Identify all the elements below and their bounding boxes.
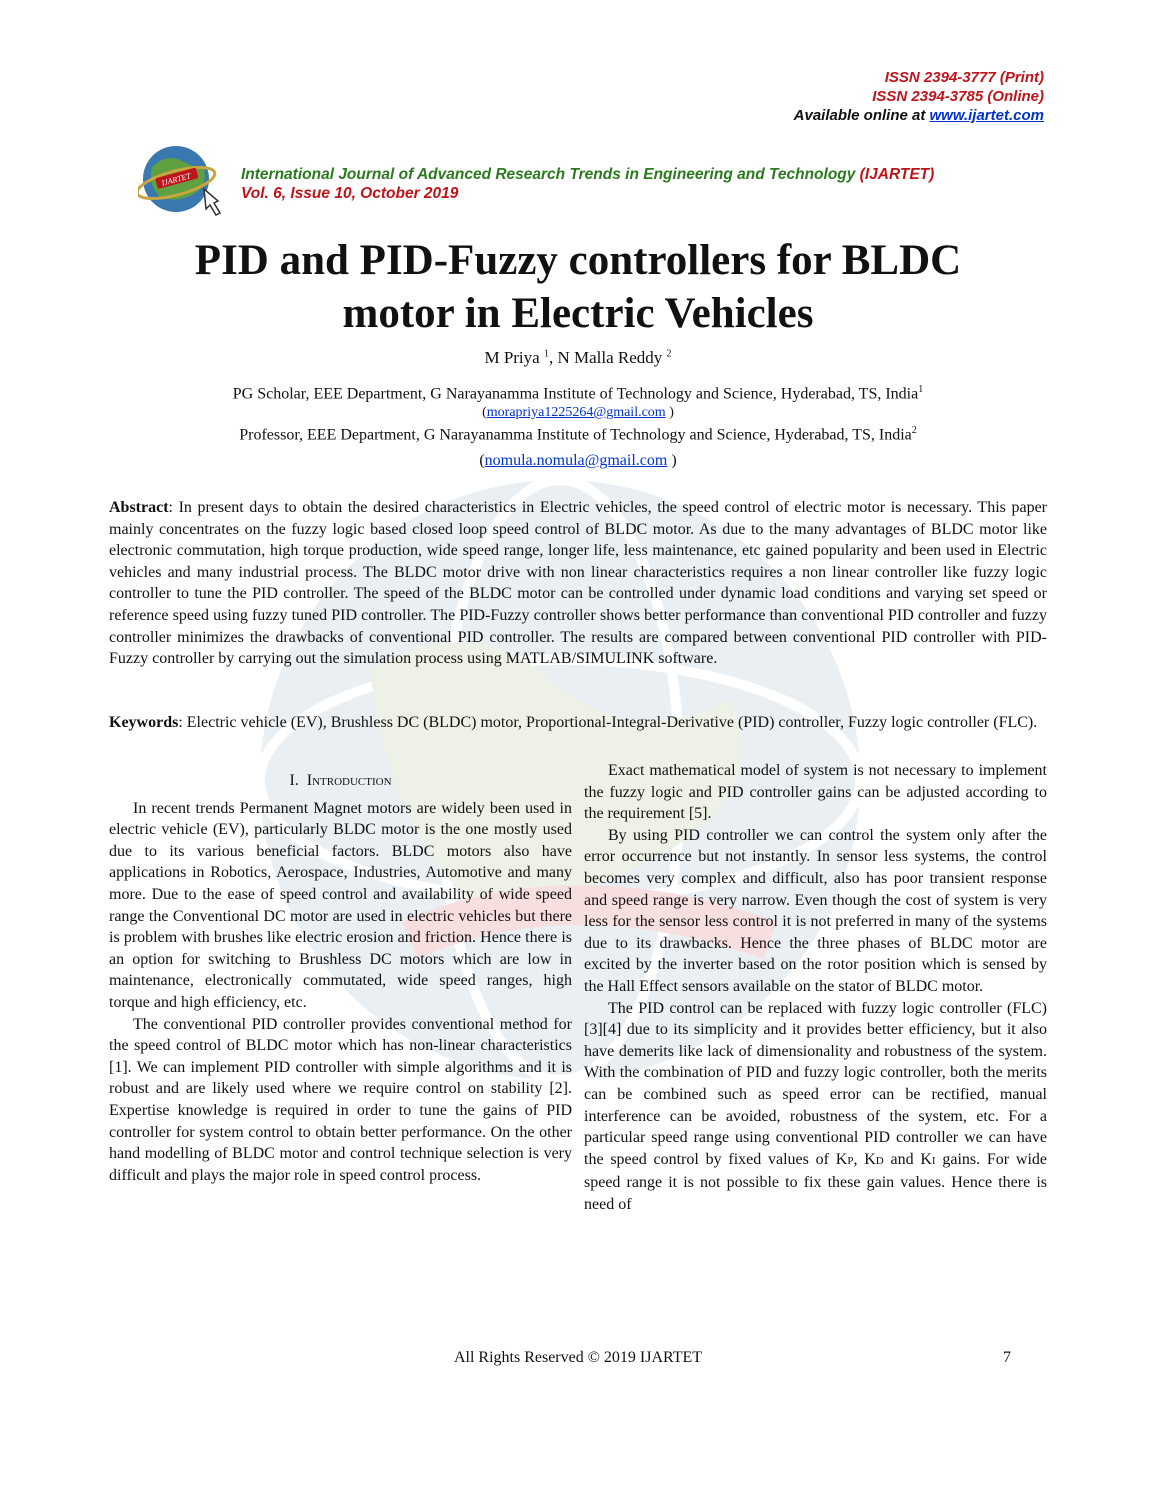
available-online: Available online at www.ijartet.com bbox=[793, 107, 1044, 124]
journal-name: International Journal of Advanced Research Trends in Engineering and Technology bbox=[241, 166, 856, 183]
page-number: 7 bbox=[1003, 1349, 1011, 1366]
intro-paragraph-1: In recent trends Permanent Magnet motors are widely been used in electric vehicle (EV), particularly BLDC motor is the one mostly used due to its various beneficial factors. BLDC motors also have applications in Robotics, Aerospace, Industries, Automotive and many more. Due to the ease of speed control and availability of wide speed range the Conventional DC motor are used in electric vehicles but there is problem with brushes like electric erosion and friction. Hence there is an option for switching to Brushless DC motors which are low in maintenance, electronically commutated, wide speed ranges, high torque and high efficiency, etc. bbox=[109, 799, 572, 1011]
journal-acronym: (IJARTET) bbox=[855, 166, 935, 183]
issn-print: ISSN 2394-3777 (Print) bbox=[884, 69, 1044, 86]
left-column bbox=[109, 760, 572, 1186]
intro-paragraph-2: The conventional PID controller provides conventional method for the speed control of BLDC motor which has non-linear characteristics [1]. We can implement PID controller with simple algorithms and it is robust and are likely used where we require control on stability [2]. Expertise knowledge is required in order to tune the gains of PID controller for system control to obtain better performance. On the other hand modelling of BLDC motor and control technique selection is very difficult and plays the major role in speed control process. bbox=[109, 1015, 572, 1184]
email-1: (morapriya1225264@gmail.com ) bbox=[482, 405, 674, 420]
right-paragraph-2: By using PID controller we can control the system only after the error occurrence but not instantly. In sensor less systems, the control becomes very complex and difficult, also has poor transient response and speed range is very narrow. Even though the cost of system is very less for the sensor less control it is not preferred in many of the systems due to its drawbacks. Hence the three phases of BLDC motor are excited by the inverter based on the rotor position which is sensed by the Hall Effect sensors available on the stator of BLDC motor. bbox=[584, 826, 1047, 995]
journal-website-link[interactable]: www.ijartet.com bbox=[929, 107, 1044, 124]
issn-online: ISSN 2394-3785 (Online) bbox=[872, 88, 1044, 105]
journal-volume: Vol. 6, Issue 10, October 2019 bbox=[241, 185, 459, 202]
right-paragraph-3: The PID control can be replaced with fuzzy logic controller (FLC) [3][4] due to its simplicity and it provides better efficiency, but it also have demerits like lack of dimensionality and robustness of the system. With the combination of PID and fuzzy logic controller, both the merits can be combined such as speed error can be rectified, manual interference can be avoided, robustness of the system, etc. For a particular speed range using conventional PID controller we can have the speed control by fixed values of KP, KD and KI gains. For wide speed range it is not possible to fix these gain values. Hence there is need of bbox=[584, 999, 1047, 1213]
authors: M Priya $^1$, N Malla Reddy $^2$ bbox=[484, 348, 672, 367]
right-column bbox=[584, 760, 1047, 1215]
abstract: Abstract: In present days to obtain the desired characteristics in Electric vehicles, the speed control of electric motor is necessary. This paper mainly concentrates on the fuzzy logic based closed loop speed control of BLDC motor. As due to the many advantages of BLDC motor like electronic commutation, high torque production, wide speed range, longer life, less maintenance, etc gained popularity and been used in Electric vehicles and many industrial process. The BLDC motor drive with non linear characteristics requires a non linear controller like fuzzy logic controller to tune the PID controller. The speed of the BLDC motor can be controlled under dynamic load conditions and varying set speed or reference speed using fuzzy tuned PID controller. The PID-Fuzzy controller shows better performance than conventional PID controller and fuzzy controller minimizes the drawbacks of conventional PID controller. The results are compared between conventional PID controller with PID-Fuzzy controller by carrying out the simulation process using MATLAB/SIMULINK software. bbox=[109, 499, 1047, 668]
email-1-link[interactable]: morapriya1225264@gmail.com bbox=[486, 405, 666, 420]
right-paragraph-1: Exact mathematical model of system is not necessary to implement the fuzzy logic and PID controller gains can be adjusted according to the requirement [5]. bbox=[584, 762, 1047, 823]
email-2: (nomula.nomula@gmail.com ) bbox=[479, 452, 677, 469]
affiliation-2: Professor, EEE Department, G Narayanamma Institute of Technology and Science, Hyderabad, TS, India$^2$ bbox=[239, 425, 917, 444]
keywords: Keywords: Electric vehicle (EV), Brushless DC (BLDC) motor, Proportional-Integral-Derivative (PID) controller, Fuzzy logic controller (FLC). bbox=[109, 714, 1038, 731]
journal-logo-globe-icon bbox=[138, 139, 224, 217]
section-heading-introduction: I. Introduction bbox=[289, 772, 392, 789]
issn-block bbox=[794, 68, 1044, 125]
email-2-link[interactable]: nomula.nomula@gmail.com bbox=[484, 452, 668, 469]
footer-rights: All Rights Reserved © 2019 IJARTET bbox=[453, 1349, 703, 1366]
affiliation-1: PG Scholar, EEE Department, G Narayanamma Institute of Technology and Science, Hyderabad, TS, India$^1$ bbox=[232, 384, 924, 403]
journal-header bbox=[241, 165, 934, 203]
logo-text: IJARTET bbox=[160, 171, 192, 188]
paper-title: PID and PID-Fuzzy controllers for BLDC motor in Electric Vehicles bbox=[194, 237, 962, 337]
